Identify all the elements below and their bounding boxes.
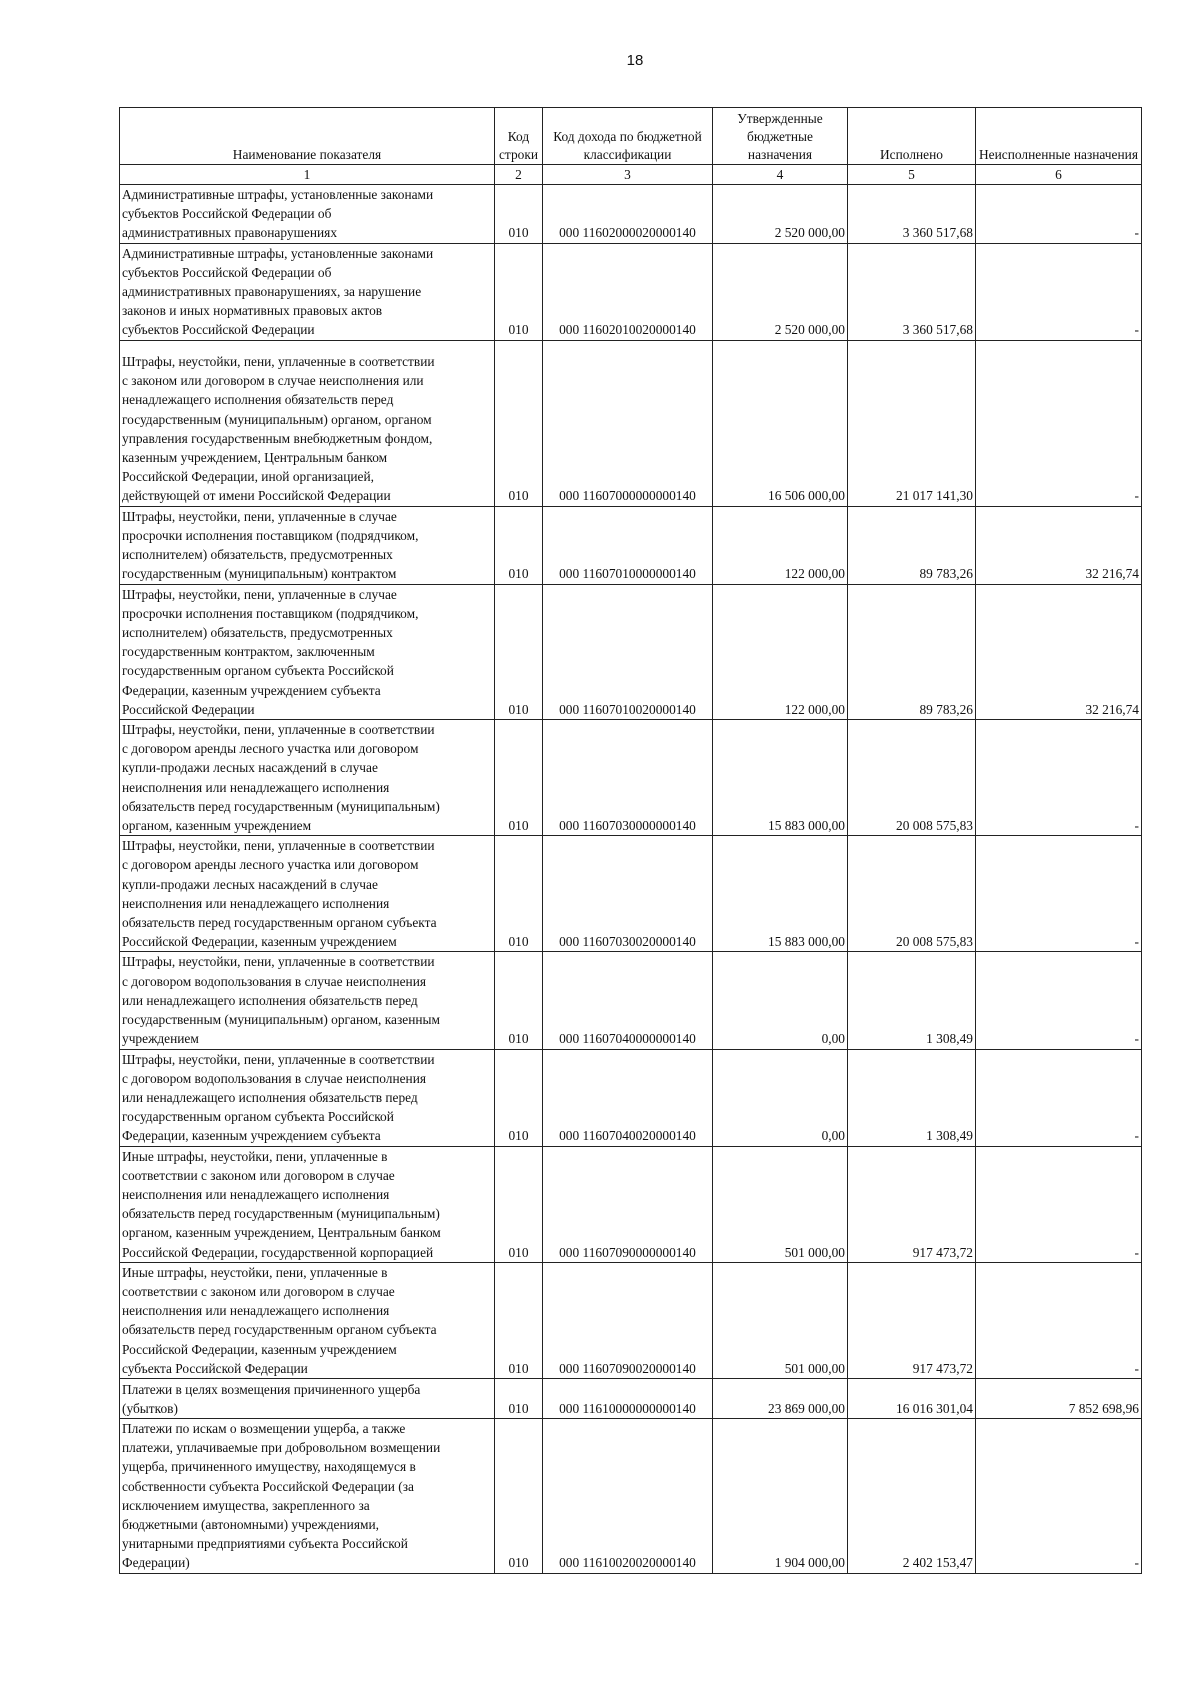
column-number: 3 xyxy=(543,165,713,185)
revenue-code-cell: 000 11607030020000140 xyxy=(543,836,713,952)
revenue-code-cell: 000 11607040020000140 xyxy=(543,1049,713,1146)
table-row xyxy=(120,1146,1142,1262)
table-row xyxy=(120,1418,1142,1573)
header-unexecuted: Неисполненные назначения xyxy=(976,108,1142,165)
indicator-name-cell: Штрафы, неустойки, пени, уплаченные в случае просрочки исполнения поставщиком (подрядчиком, исполнителем) обязательств, предусмотренных государственным (муниципальным) контрактом xyxy=(120,506,495,584)
revenue-code-cell: 000 11610000000000140 xyxy=(543,1378,713,1418)
executed-amount-cell: 917 473,72 xyxy=(848,1146,976,1262)
line-code-cell: 010 xyxy=(495,1418,543,1573)
unexecuted-amount-cell: - xyxy=(976,1049,1142,1146)
column-number-row xyxy=(120,165,1142,185)
approved-amount-cell: 0,00 xyxy=(713,1049,848,1146)
table-row xyxy=(120,952,1142,1049)
indicator-name-cell: Штрафы, неустойки, пени, уплаченные в соответствии с договором водопользования в случае неисполнения или ненадлежащего исполнения обязательств перед государственным органом субъекта Российской Федерации, казенным учреждением субъекта xyxy=(120,1049,495,1146)
line-code-cell: 010 xyxy=(495,185,543,244)
column-number: 6 xyxy=(976,165,1142,185)
table-row xyxy=(120,1049,1142,1146)
line-code-cell: 010 xyxy=(495,720,543,836)
table-row xyxy=(120,1378,1142,1418)
header-indicator-name: Наименование показателя xyxy=(120,108,495,165)
executed-amount-cell: 20 008 575,83 xyxy=(848,836,976,952)
header-row xyxy=(120,108,1142,165)
revenue-code-cell: 000 11602000020000140 xyxy=(543,185,713,244)
column-number: 1 xyxy=(120,165,495,185)
approved-amount-cell: 501 000,00 xyxy=(713,1262,848,1378)
indicator-name-cell: Платежи в целях возмещения причиненного ущерба (убытков) xyxy=(120,1378,495,1418)
executed-amount-cell: 16 016 301,04 xyxy=(848,1378,976,1418)
table-row xyxy=(120,720,1142,836)
column-number: 4 xyxy=(713,165,848,185)
unexecuted-amount-cell: - xyxy=(976,836,1142,952)
revenue-code-cell: 000 11607000000000140 xyxy=(543,340,713,506)
indicator-name-cell: Административные штрафы, установленные законами субъектов Российской Федерации об административных правонарушениях xyxy=(120,185,495,244)
indicator-name-cell: Штрафы, неустойки, пени, уплаченные в соответствии с договором аренды лесного участка или договором купли-продажи лесных насаждений в случае неисполнения или ненадлежащего исполнения обязательств перед государственным (муниципальным) органом, казенным учреждением xyxy=(120,720,495,836)
approved-amount-cell: 15 883 000,00 xyxy=(713,720,848,836)
unexecuted-amount-cell: - xyxy=(976,243,1142,340)
unexecuted-amount-cell: - xyxy=(976,1146,1142,1262)
executed-amount-cell: 20 008 575,83 xyxy=(848,720,976,836)
revenue-code-cell: 000 11602010020000140 xyxy=(543,243,713,340)
approved-amount-cell: 1 904 000,00 xyxy=(713,1418,848,1573)
approved-amount-cell: 2 520 000,00 xyxy=(713,185,848,244)
line-code-cell: 010 xyxy=(495,584,543,719)
approved-amount-cell: 2 520 000,00 xyxy=(713,243,848,340)
unexecuted-amount-cell: - xyxy=(976,720,1142,836)
table-row xyxy=(120,836,1142,952)
revenue-code-cell: 000 11607010000000140 xyxy=(543,506,713,584)
approved-amount-cell: 501 000,00 xyxy=(713,1146,848,1262)
approved-amount-cell: 0,00 xyxy=(713,952,848,1049)
unexecuted-amount-cell: - xyxy=(976,185,1142,244)
indicator-name-cell: Платежи по искам о возмещении ущерба, а также платежи, уплачиваемые при добровольном возмещении ущерба, причиненного имуществу, находящемуся в собственности субъекта Российской Федерации (за исключением имущества, закрепленного за бюджетными (автономными) учреждениями, унитарными предприятиями субъекта Российской Федерации) xyxy=(120,1418,495,1573)
table-header xyxy=(120,108,1142,185)
line-code-cell: 010 xyxy=(495,1146,543,1262)
revenue-code-cell: 000 11607030000000140 xyxy=(543,720,713,836)
header-approved: Утвержденные бюджетные назначения xyxy=(713,108,848,165)
indicator-name-cell: Штрафы, неустойки, пени, уплаченные в соответствии с договором аренды лесного участка или договором купли-продажи лесных насаждений в случае неисполнения или ненадлежащего исполнения обязательств перед государственным органом субъекта Российской Федерации, казенным учреждением xyxy=(120,836,495,952)
column-number: 2 xyxy=(495,165,543,185)
approved-amount-cell: 122 000,00 xyxy=(713,584,848,719)
header-executed: Исполнено xyxy=(848,108,976,165)
revenue-code-cell: 000 11607040000000140 xyxy=(543,952,713,1049)
table-row xyxy=(120,506,1142,584)
table-row xyxy=(120,243,1142,340)
revenue-code-cell: 000 11607090000000140 xyxy=(543,1146,713,1262)
unexecuted-amount-cell: 32 216,74 xyxy=(976,584,1142,719)
unexecuted-amount-cell: 32 216,74 xyxy=(976,506,1142,584)
executed-amount-cell: 21 017 141,30 xyxy=(848,340,976,506)
unexecuted-amount-cell: - xyxy=(976,952,1142,1049)
approved-amount-cell: 23 869 000,00 xyxy=(713,1378,848,1418)
approved-amount-cell: 16 506 000,00 xyxy=(713,340,848,506)
indicator-name-cell: Административные штрафы, установленные законами субъектов Российской Федерации об административных правонарушениях, за нарушение законов и иных нормативных правовых актов субъектов Российской Федерации xyxy=(120,243,495,340)
table-row xyxy=(120,185,1142,244)
indicator-name-cell: Иные штрафы, неустойки, пени, уплаченные в соответствии с законом или договором в случае неисполнения или ненадлежащего исполнения обязательств перед государственным органом субъекта Российской Федерации, казенным учреждением субъекта Российской Федерации xyxy=(120,1262,495,1378)
indicator-name-cell: Иные штрафы, неустойки, пени, уплаченные в соответствии с законом или договором в случае неисполнения или ненадлежащего исполнения обязательств перед государственным (муниципальным) органом, казенным учреждением, Центральным банком Российской Федерации, государственной корпорацией xyxy=(120,1146,495,1262)
unexecuted-amount-cell: - xyxy=(976,1262,1142,1378)
revenue-code-cell: 000 11607090020000140 xyxy=(543,1262,713,1378)
unexecuted-amount-cell: - xyxy=(976,340,1142,506)
table-row xyxy=(120,584,1142,719)
revenue-code-cell: 000 11607010020000140 xyxy=(543,584,713,719)
unexecuted-amount-cell: - xyxy=(976,1418,1142,1573)
approved-amount-cell: 15 883 000,00 xyxy=(713,836,848,952)
executed-amount-cell: 3 360 517,68 xyxy=(848,243,976,340)
executed-amount-cell: 89 783,26 xyxy=(848,584,976,719)
header-revenue-code: Код дохода по бюджетной классификации xyxy=(543,108,713,165)
budget-execution-table xyxy=(119,107,1142,1574)
revenue-code-cell: 000 11610020020000140 xyxy=(543,1418,713,1573)
indicator-name-cell: Штрафы, неустойки, пени, уплаченные в соответствии с договором водопользования в случае неисполнения или ненадлежащего исполнения обязательств перед государственным (муниципальным) органом, казенным учреждением xyxy=(120,952,495,1049)
executed-amount-cell: 3 360 517,68 xyxy=(848,185,976,244)
indicator-name-cell: Штрафы, неустойки, пени, уплаченные в случае просрочки исполнения поставщиком (подрядчиком, исполнителем) обязательств, предусмотренных государственным контрактом, заключенным государственным органом субъекта Российской Федерации, казенным учреждением субъекта Российской Федерации xyxy=(120,584,495,719)
executed-amount-cell: 2 402 153,47 xyxy=(848,1418,976,1573)
line-code-cell: 010 xyxy=(495,952,543,1049)
indicator-name-cell: Штрафы, неустойки, пени, уплаченные в соответствии с законом или договором в случае неисполнения или ненадлежащего исполнения обязательств перед государственным (муниципальным) органом, органом управления государственным внебюджетным фондом, казенным учреждением, Центральным банком Российской Федерации, иной организацией, действующей от имени Российской Федерации xyxy=(120,340,495,506)
line-code-cell: 010 xyxy=(495,340,543,506)
executed-amount-cell: 89 783,26 xyxy=(848,506,976,584)
line-code-cell: 010 xyxy=(495,1262,543,1378)
line-code-cell: 010 xyxy=(495,1049,543,1146)
executed-amount-cell: 917 473,72 xyxy=(848,1262,976,1378)
table-row xyxy=(120,1262,1142,1378)
line-code-cell: 010 xyxy=(495,1378,543,1418)
line-code-cell: 010 xyxy=(495,243,543,340)
table-row xyxy=(120,340,1142,506)
column-number: 5 xyxy=(848,165,976,185)
unexecuted-amount-cell: 7 852 698,96 xyxy=(976,1378,1142,1418)
header-line-code: Код строки xyxy=(495,108,543,165)
line-code-cell: 010 xyxy=(495,506,543,584)
approved-amount-cell: 122 000,00 xyxy=(713,506,848,584)
table-body xyxy=(120,185,1142,1574)
executed-amount-cell: 1 308,49 xyxy=(848,952,976,1049)
page-number: 18 xyxy=(626,52,644,69)
executed-amount-cell: 1 308,49 xyxy=(848,1049,976,1146)
line-code-cell: 010 xyxy=(495,836,543,952)
